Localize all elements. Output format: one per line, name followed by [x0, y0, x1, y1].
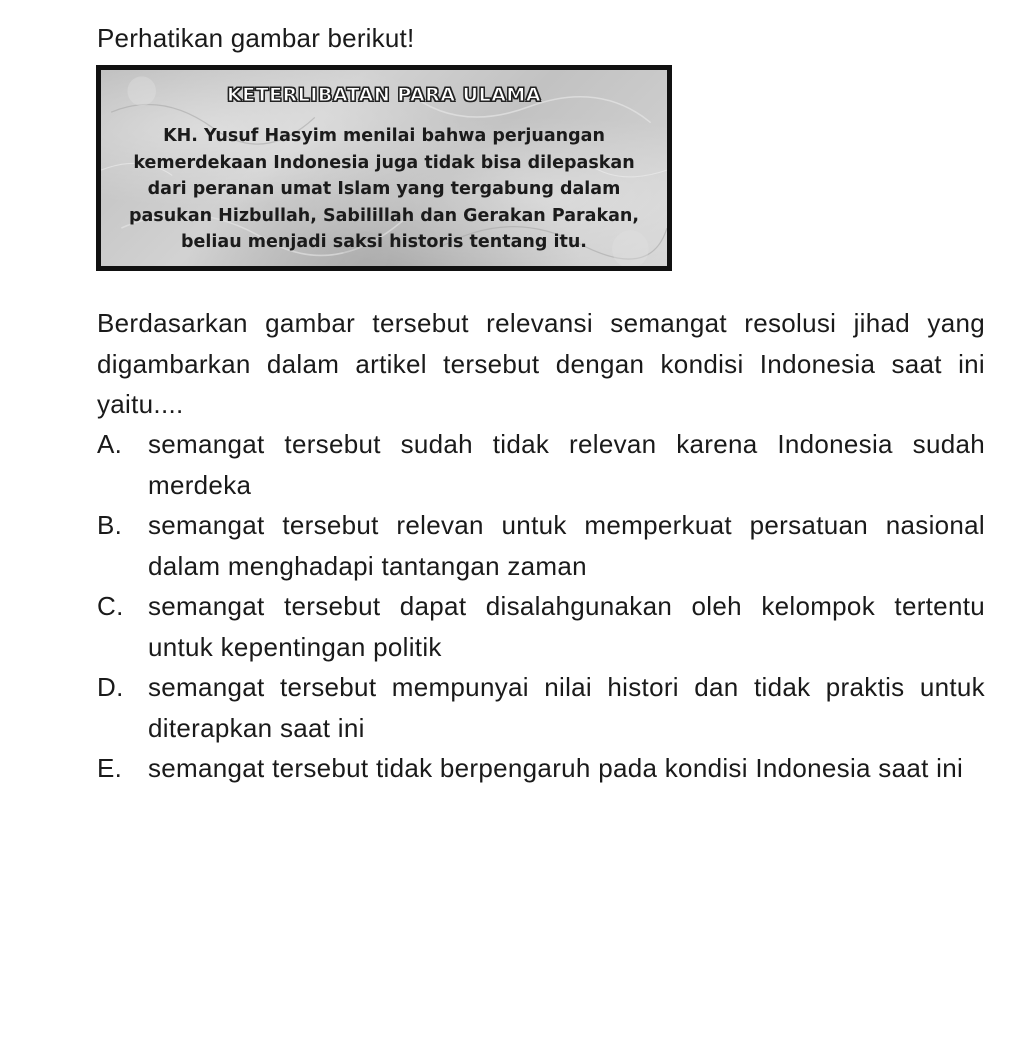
option-text: semangat tersebut sudah tidak relevan karena Indonesia sudah merdeka	[148, 429, 985, 500]
question-stem: Berdasarkan gambar tersebut relevansi semangat resolusi jihad yang digambarkan dalam artikel tersebut dengan kondisi Indonesia saat ini yaitu....	[97, 308, 985, 419]
figure-line: kemerdekaan Indonesia juga tidak bisa dilepaskan	[133, 152, 635, 173]
option-letter: A.	[97, 429, 123, 459]
option-text: semangat tersebut dapat disalahgunakan oleh kelompok tertentu untuk kepentingan politik	[148, 591, 985, 662]
figure-line: dari peranan umat Islam yang tergabung dalam	[147, 179, 621, 199]
figure-line: pasukan Hizbullah, Sabilillah dan Gerakan Parakan,	[128, 205, 640, 226]
option-letter: B.	[97, 510, 123, 540]
option-text: semangat tersebut relevan untuk memperkuat persatuan nasional dalam menghadapi tantangan zaman	[148, 510, 985, 581]
figure-title: KETERLIBATAN PARA ULAMA	[226, 84, 542, 106]
instruction-text: Perhatikan gambar berikut!	[97, 23, 415, 53]
option-letter: C.	[97, 591, 124, 621]
option-a[interactable]	[97, 424, 985, 505]
option-letter: D.	[97, 672, 124, 702]
option-text: semangat tersebut mempunyai nilai histori dan tidak praktis untuk diterapkan saat ini	[148, 672, 985, 743]
option-d[interactable]	[97, 667, 985, 748]
figure-body-text	[111, 123, 657, 256]
option-e[interactable]	[97, 748, 985, 789]
answer-options	[97, 424, 985, 789]
figure-line: KH. Yusuf Hasyim menilai bahwa perjuangan	[163, 126, 605, 146]
option-b[interactable]	[97, 505, 985, 586]
option-c[interactable]	[97, 586, 985, 667]
option-text: semangat tersebut tidak berpengaruh pada kondisi Indonesia saat ini	[148, 753, 964, 783]
option-letter: E.	[97, 753, 123, 783]
figure-line: beliau menjadi saksi historis tentang itu.	[181, 232, 587, 252]
stimulus-figure	[96, 65, 672, 271]
